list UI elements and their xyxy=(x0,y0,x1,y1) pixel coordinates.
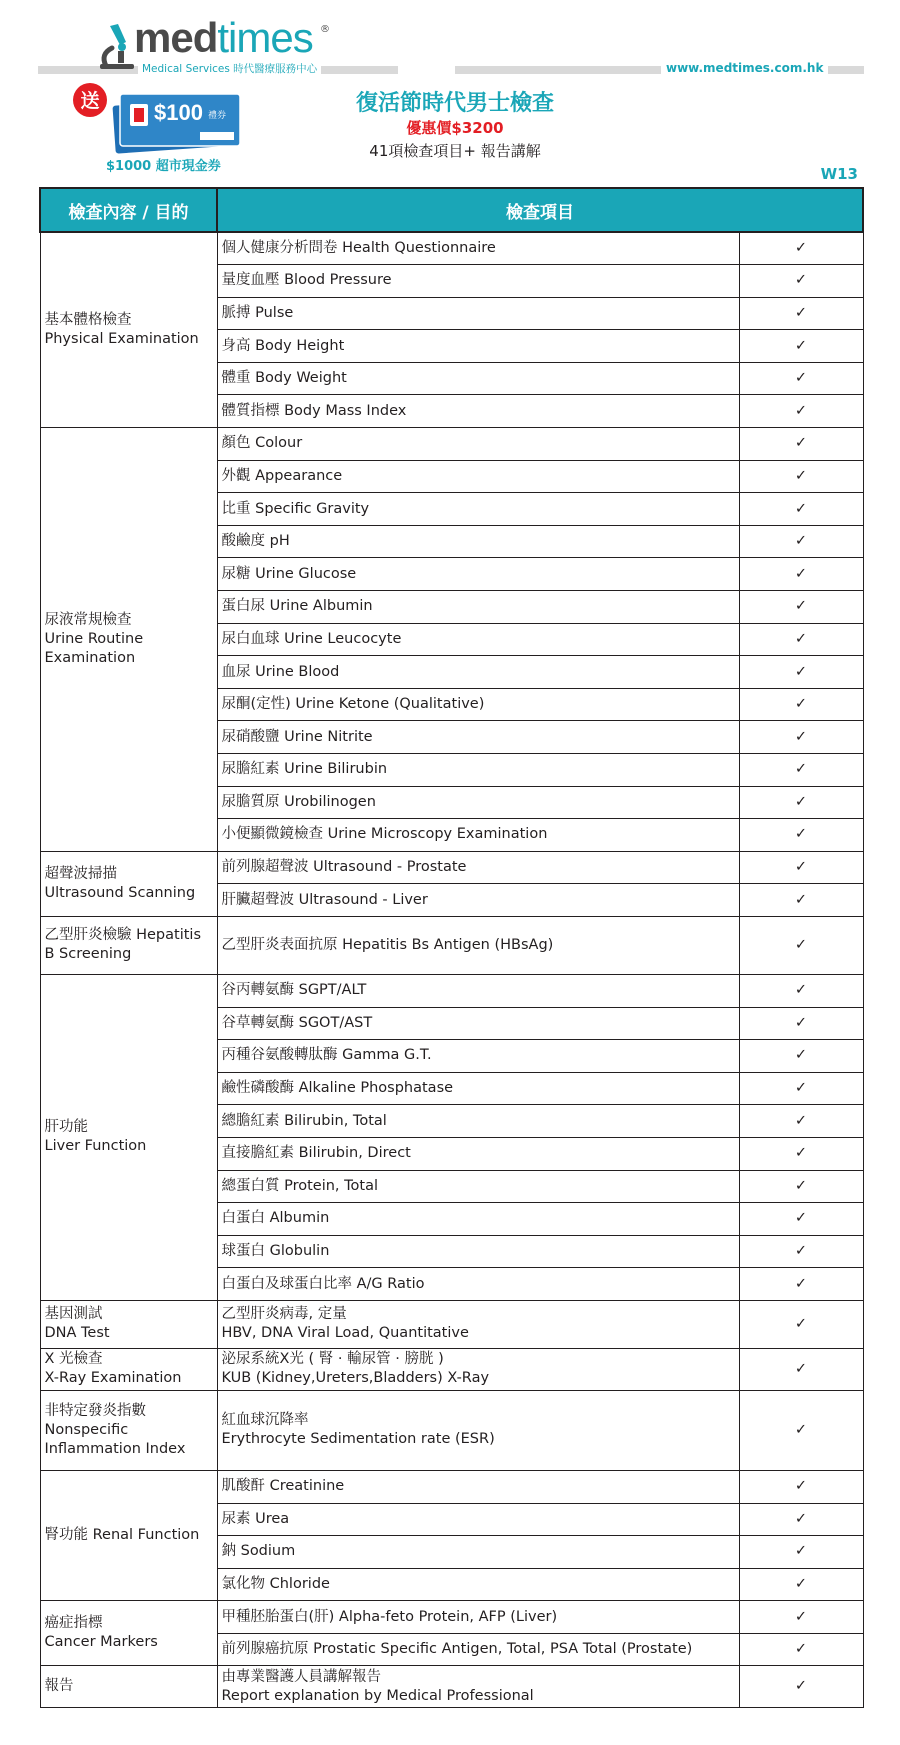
item-cell xyxy=(217,754,739,787)
item-cell xyxy=(217,1633,739,1666)
category-cell xyxy=(40,1348,217,1390)
table-body xyxy=(40,232,863,1708)
item-label: 量度血壓 Blood Pressure xyxy=(221,272,392,289)
category-label: X 光檢查 xyxy=(44,1351,103,1368)
item-label: 酸鹼度 pH xyxy=(221,533,290,550)
voucher-caption: $1000 超市現金券 xyxy=(106,159,221,174)
item-cell xyxy=(217,1137,739,1170)
item-label: 尿膽質原 Urobilinogen xyxy=(221,793,376,810)
item-label: 外觀 Appearance xyxy=(221,467,343,484)
checkmark-icon: ✓ xyxy=(739,851,863,884)
item-cell xyxy=(217,688,739,721)
item-cell xyxy=(217,1170,739,1203)
checkmark-icon: ✓ xyxy=(739,974,863,1007)
item-label: 總膽紅素 Bilirubin, Total xyxy=(221,1112,387,1129)
column-header-category: 檢查內容 / 目的 xyxy=(40,188,217,232)
item-label: Report explanation by Medical Professional xyxy=(221,1687,534,1704)
microscope-logo-icon xyxy=(96,20,138,70)
table-row xyxy=(40,1390,863,1470)
item-cell xyxy=(217,395,739,428)
category-cell xyxy=(40,1390,217,1470)
category-label: B Screening xyxy=(44,946,132,963)
item-label: 白蛋白 Albumin xyxy=(221,1210,330,1227)
checkmark-icon: ✓ xyxy=(739,297,863,330)
item-label: 氯化物 Chloride xyxy=(221,1575,330,1592)
category-label: 超聲波掃描 xyxy=(44,865,117,882)
page-header xyxy=(0,0,900,183)
item-label: Erythrocyte Sedimentation rate (ESR) xyxy=(221,1431,495,1448)
item-label: 脈搏 Pulse xyxy=(221,304,294,321)
package-code: W13 xyxy=(820,165,858,183)
checkmark-icon: ✓ xyxy=(739,1137,863,1170)
item-cell xyxy=(217,916,739,974)
category-cell xyxy=(40,1300,217,1348)
item-label: 直接膽紅素 Bilirubin, Direct xyxy=(221,1145,411,1162)
table-row xyxy=(40,1300,863,1348)
item-label: 前列腺超聲波 Ultrasound - Prostate xyxy=(221,859,467,876)
item-label: 谷草轉氨酶 SGOT/AST xyxy=(221,1014,373,1031)
checkmark-icon: ✓ xyxy=(739,1601,863,1634)
checkmark-icon: ✓ xyxy=(739,525,863,558)
item-cell xyxy=(217,1666,739,1708)
item-label: 紅血球沉降率 xyxy=(221,1412,309,1429)
category-label: 腎功能 Renal Function xyxy=(44,1527,200,1544)
item-cell xyxy=(217,1072,739,1105)
category-label: DNA Test xyxy=(44,1325,110,1342)
table-row xyxy=(40,1470,863,1503)
category-label: 非特定發炎指數 xyxy=(44,1402,146,1419)
checkmark-icon: ✓ xyxy=(739,1235,863,1268)
category-label: Urine Routine xyxy=(44,630,144,647)
checkmark-icon: ✓ xyxy=(739,1170,863,1203)
voucher-amount: $100 xyxy=(154,100,203,125)
category-cell xyxy=(40,1470,217,1600)
item-cell xyxy=(217,330,739,363)
item-label: 泌尿系統X光 ( 腎 · 輸尿管 · 膀胱 ) xyxy=(221,1351,444,1368)
item-label: 肝臟超聲波 Ultrasound - Liver xyxy=(221,891,428,908)
item-cell xyxy=(217,1390,739,1470)
category-label: 癌症指標 xyxy=(44,1615,103,1632)
checkmark-icon: ✓ xyxy=(739,1633,863,1666)
item-label: 肌酸酐 Creatinine xyxy=(221,1478,345,1495)
item-label: 谷丙轉氨酶 SGPT/ALT xyxy=(221,982,367,999)
checkmark-icon: ✓ xyxy=(739,786,863,819)
item-cell xyxy=(217,460,739,493)
item-label: 甲種胚胎蛋白(肝) Alpha-feto Protein, AFP (Liver) xyxy=(221,1608,558,1625)
item-label: 丙種谷氨酸轉肽酶 Gamma G.T. xyxy=(221,1047,432,1064)
table-row xyxy=(40,232,863,265)
item-cell xyxy=(217,1007,739,1040)
item-label: 尿膽紅素 Urine Bilirubin xyxy=(221,761,388,778)
category-label: Cancer Markers xyxy=(44,1634,158,1651)
checkmark-icon: ✓ xyxy=(739,1666,863,1708)
item-label: 小便顯微鏡檢查 Urine Microscopy Examination xyxy=(221,826,548,843)
package-price: 優惠價$3200 xyxy=(406,119,504,137)
table-row xyxy=(40,1601,863,1634)
checkmark-icon: ✓ xyxy=(739,1268,863,1301)
checkmark-icon: ✓ xyxy=(739,1348,863,1390)
item-label: 比重 Specific Gravity xyxy=(221,500,370,517)
item-cell xyxy=(217,819,739,852)
category-label: Examination xyxy=(44,649,136,666)
checkmark-icon: ✓ xyxy=(739,1105,863,1138)
category-cell xyxy=(40,232,217,428)
checkmark-icon: ✓ xyxy=(739,362,863,395)
item-label: 總蛋白質 Protein, Total xyxy=(221,1177,379,1194)
brand-subtitle: Medical Services 時代醫療服務中心 xyxy=(138,61,321,76)
checkmark-icon: ✓ xyxy=(739,493,863,526)
item-label: 尿糖 Urine Glucose xyxy=(221,565,357,582)
category-label: Physical Examination xyxy=(44,331,199,348)
item-cell xyxy=(217,525,739,558)
item-cell xyxy=(217,265,739,298)
category-label: 基本體格檢查 xyxy=(44,312,132,329)
checkmark-icon: ✓ xyxy=(739,1203,863,1236)
category-label: Ultrasound Scanning xyxy=(44,884,196,901)
column-header-items: 檢查項目 xyxy=(217,188,863,232)
item-cell xyxy=(217,1503,739,1536)
item-cell xyxy=(217,974,739,1007)
item-cell xyxy=(217,1235,739,1268)
gift-mark: 送 xyxy=(80,90,100,112)
item-label: 個人健康分析問卷 Health Questionnaire xyxy=(221,240,496,257)
item-cell xyxy=(217,656,739,689)
voucher-label: 禮券 xyxy=(208,111,227,121)
item-cell xyxy=(217,591,739,624)
item-label: 乙型肝炎表面抗原 Hepatitis Bs Antigen (HBsAg) xyxy=(221,936,554,953)
item-cell xyxy=(217,297,739,330)
item-cell xyxy=(217,851,739,884)
category-label: 報告 xyxy=(44,1678,74,1695)
category-label: Liver Function xyxy=(44,1138,147,1155)
item-cell xyxy=(217,1203,739,1236)
category-label: 基因測試 xyxy=(44,1306,103,1323)
category-cell xyxy=(40,1601,217,1666)
item-cell xyxy=(217,1348,739,1390)
checkmark-icon: ✓ xyxy=(739,819,863,852)
item-label: 由專業醫護人員講解報告 xyxy=(221,1668,381,1685)
table-row xyxy=(40,428,863,461)
checkmark-icon: ✓ xyxy=(739,265,863,298)
check-items-table xyxy=(39,187,864,1708)
checkmark-icon: ✓ xyxy=(739,623,863,656)
website-link[interactable]: www.medtimes.com.hk xyxy=(661,61,828,75)
item-label: 體重 Body Weight xyxy=(221,370,347,387)
category-cell xyxy=(40,851,217,916)
item-label: 蛋白尿 Urine Albumin xyxy=(221,598,373,615)
category-label: 肝功能 xyxy=(44,1119,88,1136)
table-row xyxy=(40,851,863,884)
item-label: 尿素 Urea xyxy=(221,1510,290,1527)
item-cell xyxy=(217,1300,739,1348)
brand-logo: medtimes xyxy=(134,14,313,61)
item-cell xyxy=(217,1536,739,1569)
category-label: X-Ray Examination xyxy=(44,1370,182,1387)
checkmark-icon: ✓ xyxy=(739,721,863,754)
checkmark-icon: ✓ xyxy=(739,1536,863,1569)
table-row xyxy=(40,1348,863,1390)
checkmark-icon: ✓ xyxy=(739,428,863,461)
checkmark-icon: ✓ xyxy=(739,884,863,917)
item-label: 鹼性磷酸酶 Alkaline Phosphatase xyxy=(221,1080,454,1097)
item-cell xyxy=(217,1470,739,1503)
voucher-image xyxy=(68,82,248,154)
item-label: 乙型肝炎病毒, 定量 xyxy=(221,1306,347,1323)
item-label: 血尿 Urine Blood xyxy=(221,663,340,680)
item-label: 身高 Body Height xyxy=(221,337,345,354)
item-cell xyxy=(217,721,739,754)
checkmark-icon: ✓ xyxy=(739,688,863,721)
item-label: 顏色 Colour xyxy=(221,435,303,452)
package-title: 復活節時代男士檢查 xyxy=(355,91,554,116)
checkmark-icon: ✓ xyxy=(739,754,863,787)
item-cell xyxy=(217,623,739,656)
checkmark-icon: ✓ xyxy=(739,1470,863,1503)
item-label: 尿白血球 Urine Leucocyte xyxy=(221,630,402,647)
checkmark-icon: ✓ xyxy=(739,1040,863,1073)
item-label: 前列腺癌抗原 Prostatic Specific Antigen, Total, PSA Total (Prostate) xyxy=(221,1641,693,1658)
category-cell xyxy=(40,1666,217,1708)
table-row xyxy=(40,916,863,974)
item-cell xyxy=(217,558,739,591)
checkmark-icon: ✓ xyxy=(739,1072,863,1105)
checkmark-icon: ✓ xyxy=(739,1390,863,1470)
item-cell xyxy=(217,1105,739,1138)
item-cell xyxy=(217,1040,739,1073)
category-label: 乙型肝炎檢驗 Hepatitis xyxy=(44,927,202,944)
checkmark-icon: ✓ xyxy=(739,1568,863,1601)
item-cell xyxy=(217,493,739,526)
checkmark-icon: ✓ xyxy=(739,460,863,493)
checkmark-icon: ✓ xyxy=(739,656,863,689)
item-label: 白蛋白及球蛋白比率 A/G Ratio xyxy=(221,1275,425,1292)
item-cell xyxy=(217,786,739,819)
item-cell xyxy=(217,362,739,395)
checkmark-icon: ✓ xyxy=(739,558,863,591)
item-label: 鈉 Sodium xyxy=(221,1543,296,1560)
checkmark-icon: ✓ xyxy=(739,916,863,974)
item-cell xyxy=(217,884,739,917)
checkmark-icon: ✓ xyxy=(739,591,863,624)
table-row xyxy=(40,974,863,1007)
items-count: 41項檢查項目+ 報告講解 xyxy=(369,142,541,160)
item-label: 尿酮(定性) Urine Ketone (Qualitative) xyxy=(221,696,485,713)
checkmark-icon: ✓ xyxy=(739,395,863,428)
category-cell xyxy=(40,974,217,1300)
checkmark-icon: ✓ xyxy=(739,330,863,363)
checkmark-icon: ✓ xyxy=(739,232,863,265)
category-cell xyxy=(40,428,217,852)
registered-mark: ® xyxy=(320,24,330,35)
item-cell xyxy=(217,428,739,461)
item-cell xyxy=(217,1268,739,1301)
category-label: Nonspecific xyxy=(44,1421,129,1438)
item-cell xyxy=(217,232,739,265)
checkmark-icon: ✓ xyxy=(739,1007,863,1040)
checkmark-icon: ✓ xyxy=(739,1300,863,1348)
checkmark-icon: ✓ xyxy=(739,1503,863,1536)
item-label: KUB (Kidney,Ureters,Bladders) X-Ray xyxy=(221,1370,490,1387)
item-label: 球蛋白 Globulin xyxy=(221,1243,330,1260)
category-label: Inflammation Index xyxy=(44,1440,186,1457)
category-label: 尿液常規檢查 xyxy=(44,611,132,628)
item-cell xyxy=(217,1601,739,1634)
item-cell xyxy=(217,1568,739,1601)
item-label: HBV, DNA Viral Load, Quantitative xyxy=(221,1325,469,1342)
table-row xyxy=(40,1666,863,1708)
category-cell xyxy=(40,916,217,974)
header-rule xyxy=(455,66,661,74)
item-label: 體質指標 Body Mass Index xyxy=(221,402,407,419)
item-label: 尿硝酸鹽 Urine Nitrite xyxy=(221,728,373,745)
